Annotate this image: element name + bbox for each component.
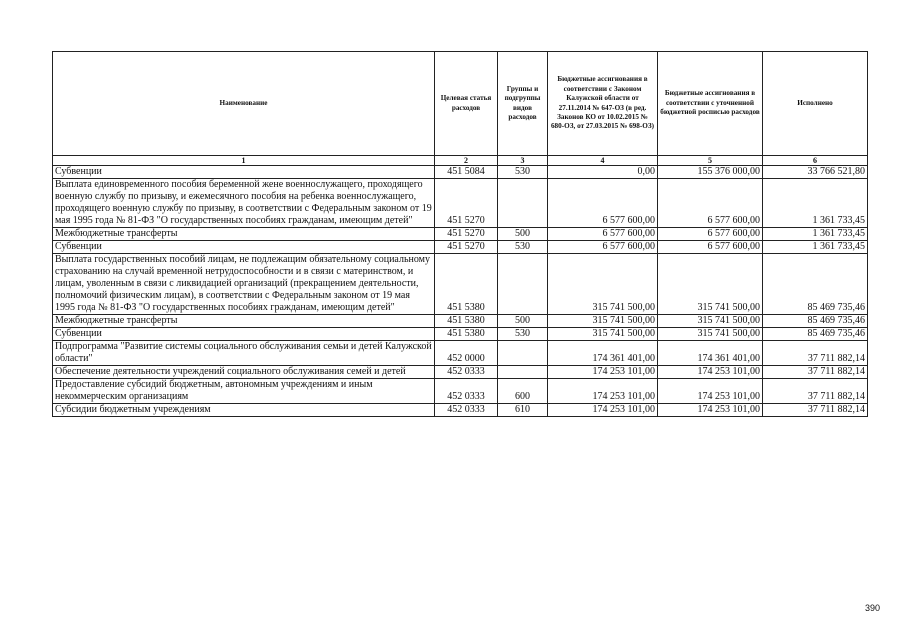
row-refined: 174 361 401,00 (658, 341, 763, 366)
row-name: Межбюджетные трансферты (53, 315, 435, 328)
row-executed: 1 361 733,45 (763, 228, 868, 241)
row-name: Субсидии бюджетным учреждениям (53, 404, 435, 417)
table-row (53, 179, 868, 228)
column-number-row (53, 156, 868, 166)
row-target: 451 5270 (435, 228, 498, 241)
row-target: 451 5270 (435, 241, 498, 254)
row-group: 610 (498, 404, 548, 417)
column-number: 6 (763, 156, 868, 166)
table-row (53, 366, 868, 379)
row-refined: 174 253 101,00 (658, 366, 763, 379)
row-group (498, 254, 548, 315)
header-alloc-refined: Бюджетные ассигнования в соответствии с уточненной бюджетной росписью расходов (658, 52, 763, 156)
page-number: 390 (865, 603, 881, 613)
column-number: 1 (53, 156, 435, 166)
row-refined: 6 577 600,00 (658, 228, 763, 241)
row-name: Предоставление субсидий бюджетным, автономным учреждениям и иным некоммерческим организациям (53, 379, 435, 404)
row-law: 6 577 600,00 (548, 179, 658, 228)
row-name: Межбюджетные трансферты (53, 228, 435, 241)
row-target: 452 0000 (435, 341, 498, 366)
header-name: Наименование (53, 52, 435, 156)
row-law: 6 577 600,00 (548, 228, 658, 241)
row-group (498, 366, 548, 379)
row-refined: 315 741 500,00 (658, 315, 763, 328)
row-executed: 37 711 882,14 (763, 366, 868, 379)
row-name: Выплата государственных пособий лицам, не подлежащим обязательному социальному страхованию на случай временной нетрудоспособности и в связи с материнством, и лицам, уволенным в связи с ликвидацией организаций (прекращением деятельности, полномочий физическим лицам), в соответствии с Федеральным законом от 19 мая 1995 года № 81-ФЗ "О государственных пособиях гражданам, имеющим детей" (53, 254, 435, 315)
header-alloc-law: Бюджетные ассигнования в соответствии с Законом Калужской области от 27.11.2014 № 647-ОЗ (в ред. Законов КО от 10.02.2015 № 680-ОЗ, от 27.03.2015 № 698-ОЗ) (548, 52, 658, 156)
row-group: 530 (498, 166, 548, 179)
row-name: Выплата единовременного пособия беременной жене военнослужащего, проходящего военную службу по призыву, и ежемесячного пособия на ребенка военнослужащего, проходящего военную службу по призыву, в соответствии с Федеральным законом от 19 мая 1995 года № 81-ФЗ "О государственных пособиях гражданам, имеющим детей" (53, 179, 435, 228)
row-executed: 37 711 882,14 (763, 404, 868, 417)
column-number: 2 (435, 156, 498, 166)
row-group: 600 (498, 379, 548, 404)
header-target: Целевая статья расходов (435, 52, 498, 156)
row-name: Обеспечение деятельности учреждений социального обслуживания семей и детей (53, 366, 435, 379)
row-law: 315 741 500,00 (548, 315, 658, 328)
row-executed: 37 711 882,14 (763, 379, 868, 404)
row-executed: 33 766 521,80 (763, 166, 868, 179)
row-executed: 85 469 735,46 (763, 254, 868, 315)
row-executed: 85 469 735,46 (763, 315, 868, 328)
row-group: 500 (498, 315, 548, 328)
row-target: 451 5380 (435, 328, 498, 341)
row-law: 6 577 600,00 (548, 241, 658, 254)
row-law: 174 253 101,00 (548, 404, 658, 417)
row-group: 530 (498, 241, 548, 254)
row-executed: 37 711 882,14 (763, 341, 868, 366)
row-refined: 155 376 000,00 (658, 166, 763, 179)
budget-table (52, 51, 868, 417)
row-law: 174 361 401,00 (548, 341, 658, 366)
row-law: 174 253 101,00 (548, 366, 658, 379)
row-target: 452 0333 (435, 366, 498, 379)
row-refined: 315 741 500,00 (658, 328, 763, 341)
row-group: 530 (498, 328, 548, 341)
row-law: 315 741 500,00 (548, 254, 658, 315)
header-row (53, 52, 868, 156)
row-refined: 174 253 101,00 (658, 404, 763, 417)
row-executed: 1 361 733,45 (763, 241, 868, 254)
row-name: Субвенции (53, 166, 435, 179)
column-number: 3 (498, 156, 548, 166)
row-refined: 315 741 500,00 (658, 254, 763, 315)
row-name: Субвенции (53, 328, 435, 341)
table-row (53, 254, 868, 315)
table-row (53, 228, 868, 241)
column-number: 4 (548, 156, 658, 166)
header-executed: Исполнено (763, 52, 868, 156)
table-row (53, 379, 868, 404)
table-row (53, 315, 868, 328)
row-target: 452 0333 (435, 404, 498, 417)
table-row (53, 328, 868, 341)
row-group: 500 (498, 228, 548, 241)
row-name: Подпрограмма "Развитие системы социального обслуживания семьи и детей Калужской области" (53, 341, 435, 366)
row-target: 451 5084 (435, 166, 498, 179)
table-row (53, 404, 868, 417)
table-row (53, 341, 868, 366)
row-group (498, 179, 548, 228)
row-refined: 174 253 101,00 (658, 379, 763, 404)
row-law: 0,00 (548, 166, 658, 179)
row-executed: 1 361 733,45 (763, 179, 868, 228)
row-refined: 6 577 600,00 (658, 241, 763, 254)
row-law: 174 253 101,00 (548, 379, 658, 404)
column-number: 5 (658, 156, 763, 166)
row-target: 451 5380 (435, 315, 498, 328)
header-group: Группы и подгруппы видов расходов (498, 52, 548, 156)
row-target: 451 5270 (435, 179, 498, 228)
table-row (53, 166, 868, 179)
table-row (53, 241, 868, 254)
table-body (53, 166, 868, 417)
row-target: 451 5380 (435, 254, 498, 315)
row-executed: 85 469 735,46 (763, 328, 868, 341)
row-target: 452 0333 (435, 379, 498, 404)
row-group (498, 341, 548, 366)
row-refined: 6 577 600,00 (658, 179, 763, 228)
row-name: Субвенции (53, 241, 435, 254)
row-law: 315 741 500,00 (548, 328, 658, 341)
